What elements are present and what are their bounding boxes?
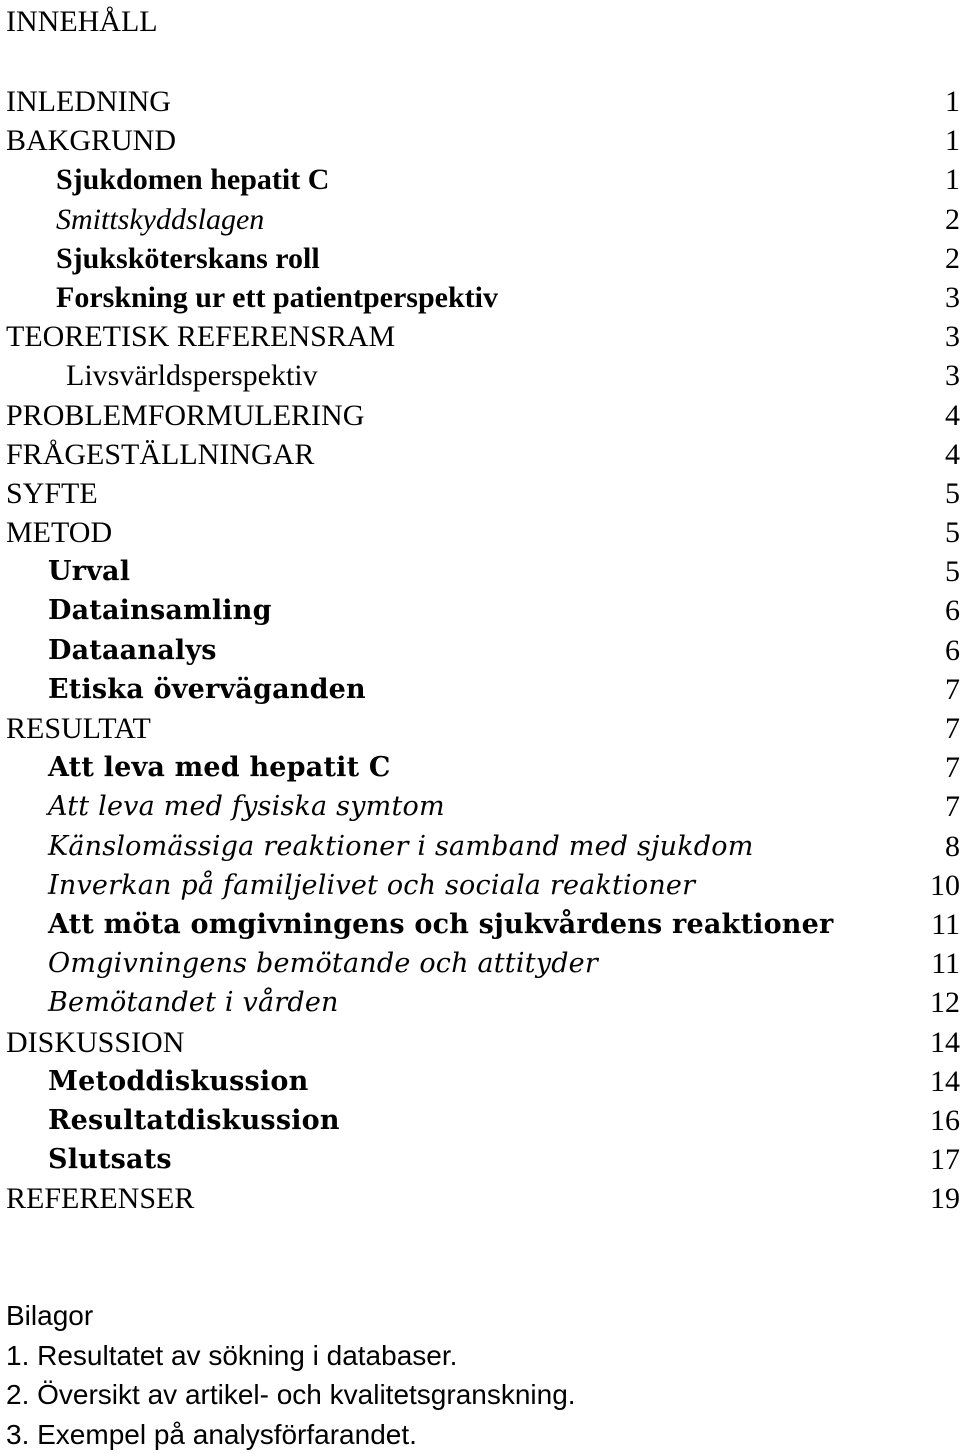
- toc-entry-page-number: 3: [945, 320, 960, 354]
- toc-entry-label: Datainsamling: [48, 595, 272, 627]
- toc-entry-page-number: 14: [930, 1064, 960, 1098]
- toc-entry-page-number: 2: [945, 241, 960, 275]
- toc-entry: [0, 356, 960, 395]
- toc-entry: [0, 709, 960, 748]
- toc-entry-page-number: 4: [945, 398, 960, 432]
- toc-entry-page-number: 14: [930, 1025, 960, 1059]
- toc-entry-label: Etiska överväganden: [48, 673, 366, 705]
- toc-entry: [0, 200, 960, 239]
- toc-entry-label: Omgivningens bemötande och attityder: [48, 948, 598, 980]
- toc-entry: [0, 591, 960, 630]
- appendix-item: 3. Exempel på analysförfarandet.: [6, 1418, 417, 1450]
- toc-entry: [0, 827, 960, 866]
- toc-entry: [0, 435, 960, 474]
- toc-entry-label: Dataanalys: [48, 634, 217, 666]
- toc-entry-page-number: 7: [945, 712, 960, 745]
- toc-entry-page-number: 7: [945, 790, 960, 824]
- toc-entry-label: PROBLEMFORMULERING: [6, 398, 365, 432]
- toc-entry-page-number: 19: [930, 1182, 960, 1216]
- page-title: INNEHÅLL: [6, 5, 158, 38]
- toc-entry: [0, 1023, 960, 1062]
- toc-entry-label: Inverkan på familjelivet och sociala reaktioner: [48, 869, 696, 901]
- toc-entry-page-number: 2: [945, 202, 960, 236]
- toc-entry: [0, 1062, 960, 1101]
- toc-entry-label: Känslomässiga reaktioner i samband med sjukdom: [48, 830, 754, 862]
- toc-entry-label: Sjuksköterskans roll: [56, 241, 320, 275]
- toc-entry-label: INLEDNING: [6, 85, 171, 118]
- toc-entry: [0, 631, 960, 670]
- toc-entry-page-number: 7: [945, 672, 960, 706]
- toc-entry-page-number: 10: [930, 868, 960, 902]
- toc-entry-page-number: 6: [945, 594, 960, 628]
- toc-entry: [0, 513, 960, 552]
- toc-entry: [0, 748, 960, 787]
- toc-entry-label: TEORETISK REFERENSRAM: [6, 320, 396, 354]
- toc-entry-page-number: 8: [945, 829, 960, 863]
- toc-entry: [0, 278, 960, 317]
- toc-entry-label: Att möta omgivningens och sjukvårdens reaktioner: [48, 908, 834, 940]
- toc-entry-label: METOD: [6, 516, 113, 550]
- toc-entry: [0, 905, 960, 944]
- toc-entry: [0, 317, 960, 356]
- toc-entry-label: Sjukdomen hepatit C: [56, 163, 330, 197]
- toc-entry-page-number: 17: [930, 1143, 960, 1177]
- appendix-section: [6, 1296, 576, 1454]
- toc-entry: [0, 983, 960, 1022]
- toc-entry: [0, 866, 960, 905]
- toc-entry-label: Livsvärldsperspektiv: [66, 359, 318, 393]
- toc-entry-label: Bemötandet i vården: [48, 987, 339, 1019]
- toc-entry-page-number: 4: [945, 437, 960, 471]
- toc-entry-page-number: 1: [945, 124, 960, 158]
- toc-entry-page-number: 5: [945, 555, 960, 589]
- toc-entry: [0, 474, 960, 513]
- toc-entry-page-number: 12: [930, 986, 960, 1020]
- toc-entry-label: RESULTAT: [6, 712, 151, 745]
- toc-entry-page-number: 11: [931, 947, 960, 981]
- toc-entry: [0, 239, 960, 278]
- toc-entry-page-number: 11: [931, 907, 960, 941]
- toc-entry-page-number: 3: [945, 359, 960, 393]
- appendix-item: 1. Resultatet av sökning i databaser.: [6, 1339, 458, 1371]
- toc-entry-label: Slutsats: [48, 1144, 172, 1176]
- toc-entry-label: FRÅGESTÄLLNINGAR: [6, 437, 315, 471]
- toc-entry: [0, 121, 960, 160]
- toc-entry-label: Urval: [48, 556, 131, 588]
- toc-entry-page-number: 1: [945, 163, 960, 197]
- toc-entry-page-number: 5: [945, 476, 960, 510]
- toc-entry-page-number: 6: [945, 633, 960, 667]
- toc-entry: [0, 670, 960, 709]
- appendix-heading: Bilagor: [6, 1300, 94, 1331]
- toc-entry-page-number: 3: [945, 280, 960, 314]
- toc-entry-label: DISKUSSION: [6, 1025, 185, 1059]
- toc-entry: [0, 1179, 960, 1218]
- toc-entry-page-number: 16: [930, 1103, 960, 1137]
- toc-entry-label: Smittskyddslagen: [56, 202, 265, 236]
- toc-entry: [0, 82, 960, 121]
- toc-entry-page-number: 5: [945, 516, 960, 550]
- appendix-item: 2. Översikt av artikel- och kvalitetsgranskning.: [6, 1379, 576, 1410]
- toc-entry: [0, 160, 960, 199]
- toc-entry: [0, 787, 960, 826]
- toc-entry: [0, 396, 960, 435]
- toc-entry: [0, 1101, 960, 1140]
- toc-entry-label: Forskning ur ett patientperspektiv: [56, 280, 498, 314]
- toc-entry: [0, 944, 960, 983]
- toc-entry-label: Att leva med fysiska symtom: [48, 791, 445, 823]
- toc-entry-page-number: 7: [945, 751, 960, 785]
- toc-entry-label: Resultatdiskussion: [48, 1104, 340, 1136]
- toc-entry: [0, 1140, 960, 1179]
- toc-entry-label: Metoddiskussion: [48, 1065, 309, 1097]
- toc-entry: [0, 552, 960, 591]
- toc-entry-label: Att leva med hepatit C: [48, 752, 391, 784]
- toc-entry-label: SYFTE: [6, 476, 98, 510]
- toc-entry-label: REFERENSER: [6, 1182, 195, 1216]
- toc-entry-page-number: 1: [945, 85, 960, 118]
- toc-entry-label: BAKGRUND: [6, 124, 177, 158]
- table-of-contents: [0, 82, 960, 1218]
